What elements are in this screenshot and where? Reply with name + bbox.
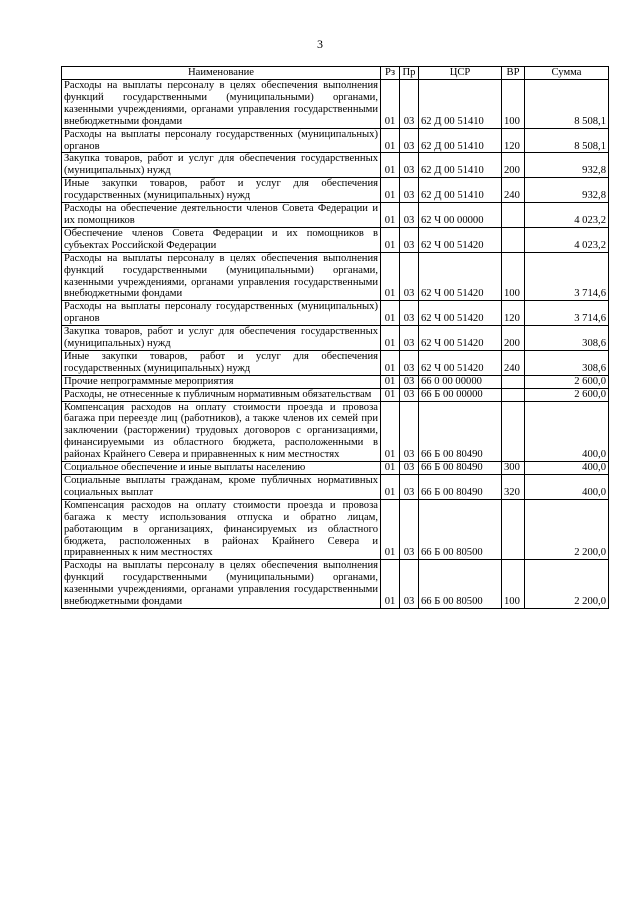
cell-vr [502,375,525,388]
cell-sum: 8 508,1 [525,80,609,129]
table-row [62,252,609,301]
cell-pr: 03 [400,375,419,388]
cell-vr: 240 [502,350,525,375]
cell-sum: 2 200,0 [525,560,609,609]
cell-csr: 66 Б 00 80490 [419,462,502,475]
cell-rz: 01 [381,560,400,609]
table-row [62,326,609,351]
cell-pr: 03 [400,326,419,351]
cell-csr: 62 Д 00 51410 [419,178,502,203]
cell-sum: 400,0 [525,475,609,500]
cell-name: Иные закупки товаров, работ и услуг для обеспечения государственных (муниципальных) нужд [62,178,381,203]
cell-pr: 03 [400,499,419,560]
cell-vr: 100 [502,252,525,301]
cell-sum: 2 200,0 [525,499,609,560]
cell-pr: 03 [400,178,419,203]
cell-csr: 62 Ч 00 51420 [419,350,502,375]
cell-sum: 400,0 [525,401,609,462]
cell-csr: 62 Ч 00 51420 [419,252,502,301]
cell-csr: 62 Д 00 51410 [419,128,502,153]
cell-sum: 932,8 [525,153,609,178]
cell-vr: 200 [502,326,525,351]
cell-vr: 100 [502,80,525,129]
cell-name: Расходы на выплаты персоналу в целях обеспечения выполнения функций государственными (муниципальными) органами, казенными учреждениями, органами управления государственными внебюджетными фондами [62,560,381,609]
budget-table [61,66,609,609]
cell-csr: 62 Ч 00 51420 [419,227,502,252]
cell-rz: 01 [381,499,400,560]
cell-rz: 01 [381,128,400,153]
header-sum: Сумма [525,67,609,80]
table-body [62,80,609,609]
cell-name: Расходы на выплаты персоналу государственных (муниципальных) органов [62,301,381,326]
cell-sum: 3 714,6 [525,252,609,301]
header-row [62,67,609,80]
cell-rz: 01 [381,350,400,375]
cell-pr: 03 [400,301,419,326]
cell-sum: 4 023,2 [525,227,609,252]
cell-name: Прочие непрограммные мероприятия [62,375,381,388]
cell-sum: 3 714,6 [525,301,609,326]
cell-sum: 400,0 [525,462,609,475]
cell-rz: 01 [381,227,400,252]
cell-name: Социальные выплаты гражданам, кроме публичных нормативных социальных выплат [62,475,381,500]
cell-csr: 66 Б 00 80500 [419,560,502,609]
cell-name: Закупка товаров, работ и услуг для обеспечения государственных (муниципальных) нужд [62,153,381,178]
cell-pr: 03 [400,401,419,462]
cell-vr [502,401,525,462]
table-header [62,67,609,80]
cell-vr: 100 [502,560,525,609]
table-row [62,475,609,500]
cell-vr: 300 [502,462,525,475]
cell-rz: 01 [381,388,400,401]
table-row [62,227,609,252]
cell-pr: 03 [400,203,419,228]
table-row [62,375,609,388]
cell-csr: 66 Б 00 80500 [419,499,502,560]
cell-rz: 01 [381,178,400,203]
cell-pr: 03 [400,128,419,153]
cell-pr: 03 [400,560,419,609]
cell-name: Социальное обеспечение и иные выплаты населению [62,462,381,475]
cell-pr: 03 [400,153,419,178]
table-row [62,203,609,228]
table-row [62,153,609,178]
cell-csr: 66 Б 00 80490 [419,475,502,500]
cell-pr: 03 [400,350,419,375]
table-row [62,301,609,326]
cell-name: Компенсация расходов на оплату стоимости проезда и провоза багажа при переезде лиц (работников), а также членов их семей при заключении (расторжении) трудовых договоров с организациями, финансируемыми из областного бюджета, расположенными в районах Крайнего Севера и приравненных к ним местностях [62,401,381,462]
cell-sum: 2 600,0 [525,388,609,401]
cell-rz: 01 [381,252,400,301]
page-number: 3 [317,37,323,51]
cell-sum: 8 508,1 [525,128,609,153]
cell-rz: 01 [381,80,400,129]
table-row [62,401,609,462]
cell-csr: 62 Ч 00 51420 [419,326,502,351]
cell-name: Закупка товаров, работ и услуг для обеспечения государственных (муниципальных) нужд [62,326,381,351]
table-row [62,560,609,609]
cell-pr: 03 [400,475,419,500]
cell-vr: 120 [502,301,525,326]
cell-csr: 62 Ч 00 00000 [419,203,502,228]
cell-vr: 240 [502,178,525,203]
cell-sum: 932,8 [525,178,609,203]
cell-csr: 66 0 00 00000 [419,375,502,388]
cell-name: Расходы на выплаты персоналу в целях обеспечения выполнения функций государственными (муниципальными) органами, казенными учреждениями, органами управления государственными внебюджетными фондами [62,252,381,301]
cell-csr: 62 Д 00 51410 [419,80,502,129]
cell-rz: 01 [381,475,400,500]
cell-pr: 03 [400,227,419,252]
cell-vr: 200 [502,153,525,178]
cell-name: Расходы на обеспечение деятельности членов Совета Федерации и их помощников [62,203,381,228]
cell-rz: 01 [381,375,400,388]
cell-rz: 01 [381,301,400,326]
cell-rz: 01 [381,203,400,228]
table-row [62,388,609,401]
cell-rz: 01 [381,462,400,475]
cell-csr: 66 Б 00 00000 [419,388,502,401]
table-row [62,128,609,153]
cell-pr: 03 [400,252,419,301]
cell-vr [502,227,525,252]
table-row [62,350,609,375]
cell-csr: 62 Ч 00 51420 [419,301,502,326]
table-row [62,178,609,203]
cell-sum: 4 023,2 [525,203,609,228]
table-row [62,80,609,129]
header-csr: ЦСР [419,67,502,80]
table-row [62,499,609,560]
header-name: Наименование [62,67,381,80]
cell-csr: 62 Д 00 51410 [419,153,502,178]
cell-name: Обеспечение членов Совета Федерации и их помощников в субъектах Российской Федерации [62,227,381,252]
header-rz: Рз [381,67,400,80]
cell-pr: 03 [400,388,419,401]
cell-name: Иные закупки товаров, работ и услуг для обеспечения государственных (муниципальных) нужд [62,350,381,375]
cell-vr: 120 [502,128,525,153]
header-vr: ВР [502,67,525,80]
cell-csr: 66 Б 00 80490 [419,401,502,462]
table-row [62,462,609,475]
cell-name: Компенсация расходов на оплату стоимости проезда и провоза багажа к месту использования отпуска и обратно лицам, работающим в организациях, финансируемых из областного бюджета, расположенных в районах Крайнего Севера и приравненных к ним местностях [62,499,381,560]
cell-sum: 308,6 [525,326,609,351]
cell-name: Расходы на выплаты персоналу государственных (муниципальных) органов [62,128,381,153]
cell-pr: 03 [400,80,419,129]
cell-sum: 2 600,0 [525,375,609,388]
cell-pr: 03 [400,462,419,475]
cell-rz: 01 [381,401,400,462]
cell-sum: 308,6 [525,350,609,375]
cell-name: Расходы, не отнесенные к публичным нормативным обязательствам [62,388,381,401]
cell-vr [502,388,525,401]
cell-vr [502,203,525,228]
cell-vr [502,499,525,560]
header-pr: Пр [400,67,419,80]
cell-name: Расходы на выплаты персоналу в целях обеспечения выполнения функций государственными (муниципальными) органами, казенными учреждениями, органами управления государственными внебюджетными фондами [62,80,381,129]
cell-rz: 01 [381,153,400,178]
cell-vr: 320 [502,475,525,500]
cell-rz: 01 [381,326,400,351]
